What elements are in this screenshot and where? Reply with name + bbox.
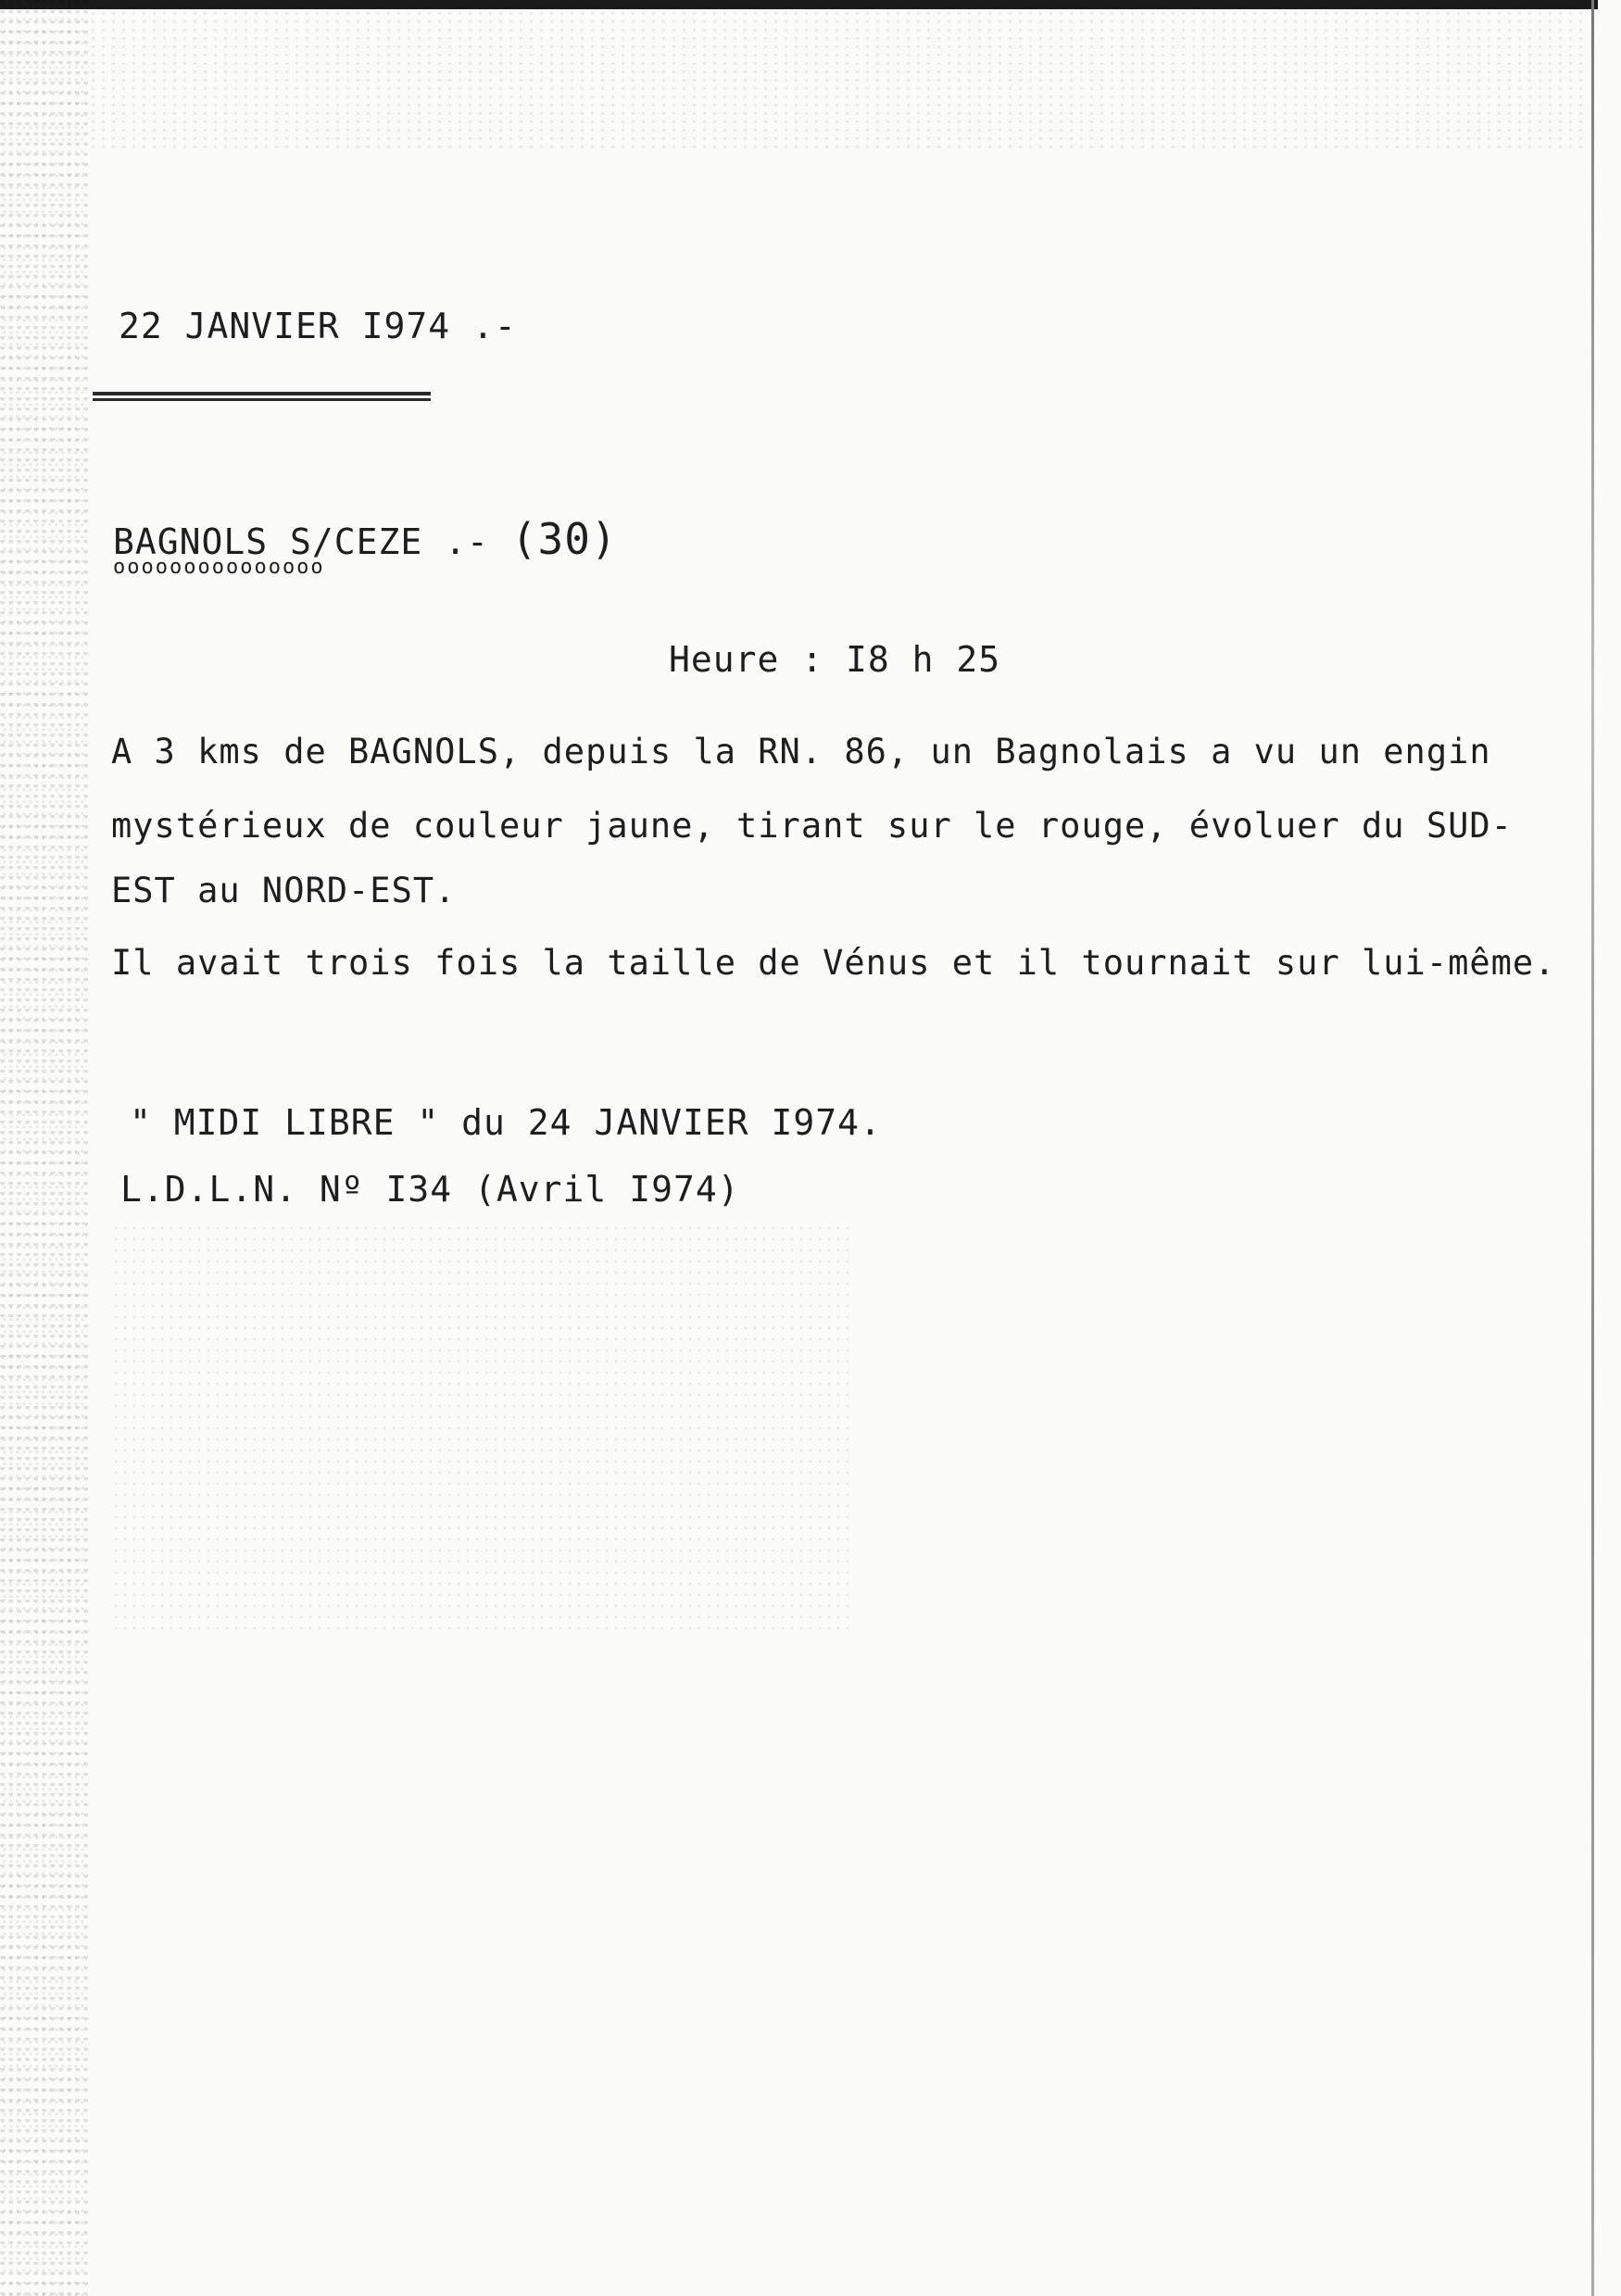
top-border-line xyxy=(0,0,1598,9)
newspaper-source: " MIDI LIBRE " du 24 JANVIER I974. xyxy=(130,1102,882,1143)
right-page-edge xyxy=(1591,0,1594,2296)
scan-noise-left xyxy=(0,0,88,2296)
body-line: A 3 kms de BAGNOLS, depuis la RN. 86, un Bagnolais a vu un engin xyxy=(111,732,1491,772)
scan-noise-top xyxy=(88,9,1589,148)
date-underline xyxy=(93,392,431,401)
department-code: (30) xyxy=(510,514,618,564)
body-line: mystérieux de couleur jaune, tirant sur le rouge, évoluer du SUD- xyxy=(111,806,1513,846)
location-underline: ooooooooooooooo xyxy=(113,556,325,579)
date-heading: 22 JANVIER I974 .- xyxy=(119,306,517,346)
scan-noise-middle xyxy=(111,1223,852,1630)
body-line: Il avait trois fois la taille de Vénus et il tournait sur lui-même. xyxy=(111,943,1556,983)
body-line: EST au NORD-EST. xyxy=(111,871,457,910)
time-of-sighting: Heure : I8 h 25 xyxy=(669,639,1001,680)
reference-source: L.D.L.N. Nº I34 (Avril I974) xyxy=(120,1169,740,1210)
location-name: BAGNOLS S/CEZE .- xyxy=(113,521,511,562)
